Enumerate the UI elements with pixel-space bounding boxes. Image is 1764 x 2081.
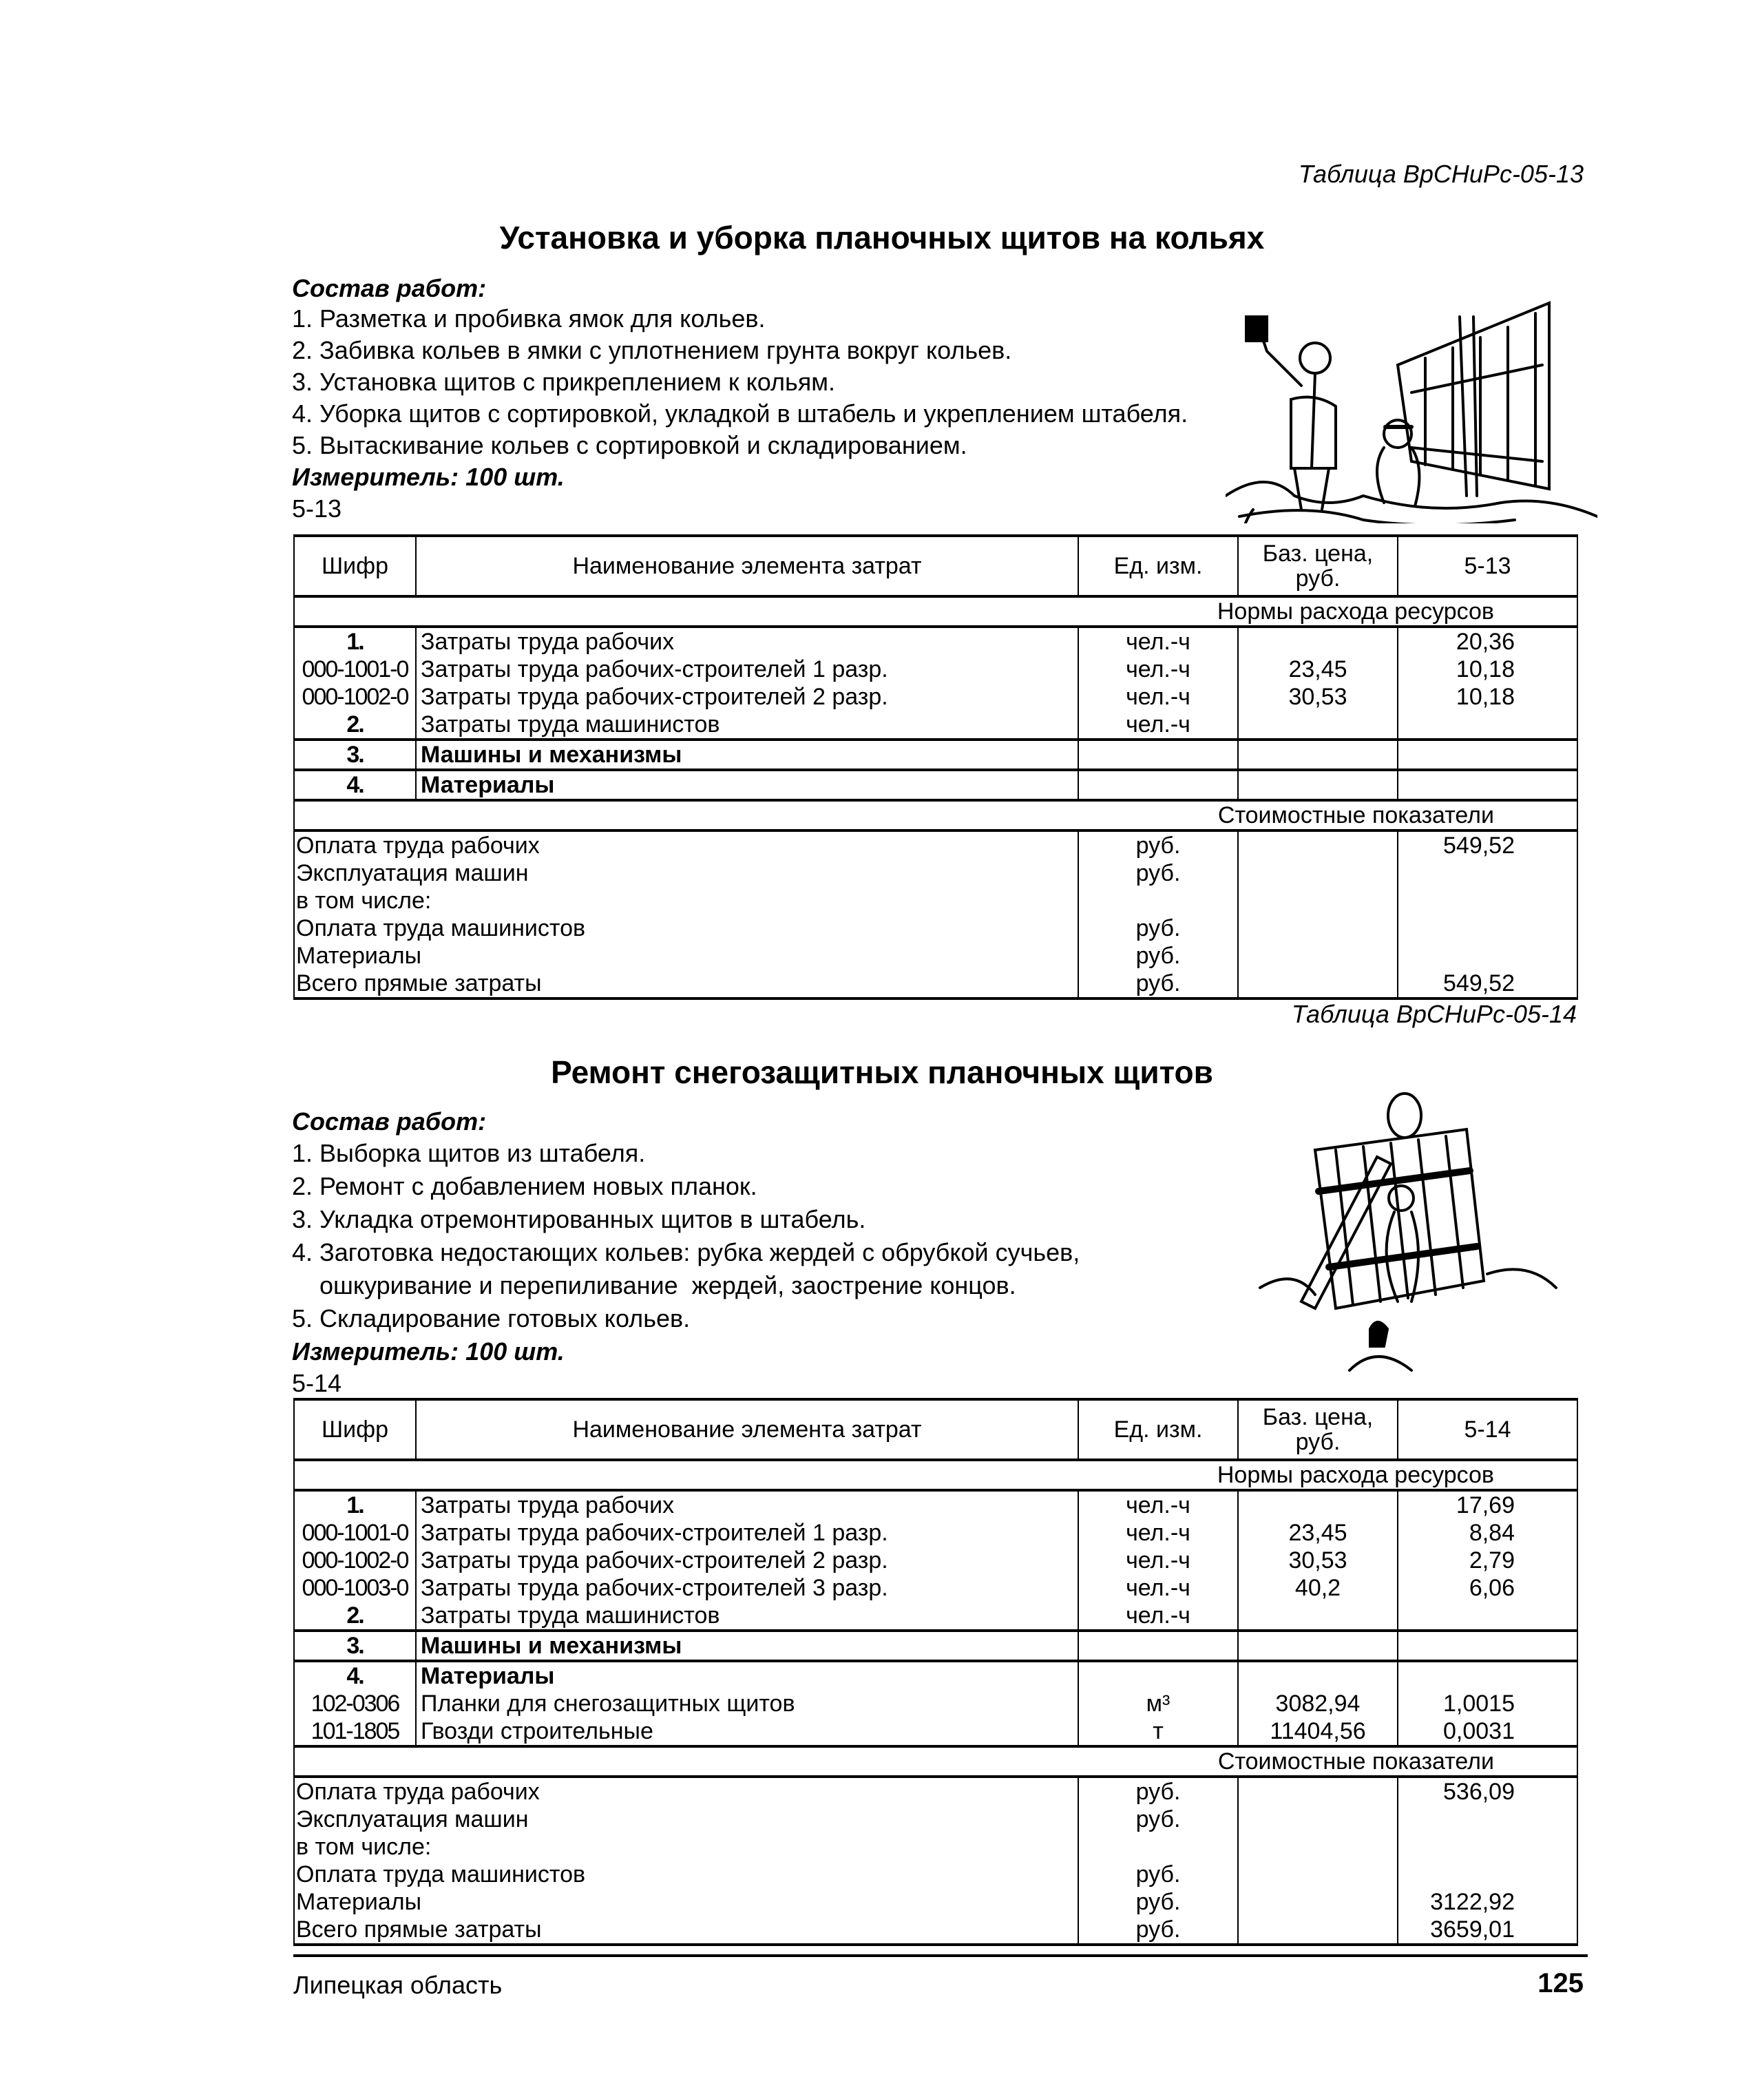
row-code: 102-0306	[294, 1690, 416, 1717]
row-code: 3.	[294, 740, 416, 770]
row-value	[1398, 740, 1577, 770]
table-reference: Таблица ВрСНиРс-05-13	[1298, 160, 1584, 188]
cost-unit	[1078, 887, 1238, 914]
cost-price	[1238, 942, 1398, 970]
cost-value	[1398, 942, 1577, 970]
work-item: 5. Вытаскивание кольев с сортировкой и складированием.	[292, 431, 967, 459]
row-unit: чел.-ч	[1078, 1602, 1238, 1631]
row-price: 40,2	[1238, 1574, 1398, 1602]
cost-price	[1238, 830, 1398, 859]
cost-name: в том числе:	[294, 1833, 1078, 1861]
row-price	[1238, 711, 1398, 740]
row-unit: чел.-ч	[1078, 1490, 1238, 1519]
cost-name: Эксплуатация машин	[294, 1806, 1078, 1833]
cost-label: Стоимостные показатели	[294, 800, 1577, 830]
composition-label: Состав работ:	[292, 1107, 487, 1136]
row-price: 3082,94	[1238, 1690, 1398, 1717]
cost-row	[294, 1888, 1577, 1916]
cost-price	[1238, 859, 1398, 887]
cost-rows	[294, 830, 1577, 998]
cost-price	[1238, 970, 1398, 998]
row-price	[1238, 770, 1398, 800]
row-code: 000-1001-0	[294, 1519, 416, 1547]
resource-row	[294, 1547, 1577, 1574]
resource-row	[294, 740, 1577, 770]
row-unit: чел.-ч	[1078, 1519, 1238, 1547]
work-item: 2. Забивка кольев в ямки с уплотнением грунта вокруг кольев.	[292, 336, 1012, 364]
row-code: 000-1002-0	[294, 683, 416, 711]
row-code: 4.	[294, 1661, 416, 1690]
cost-row	[294, 1916, 1577, 1945]
row-name: Затраты труда рабочих-строителей 2 разр.	[416, 1547, 1078, 1574]
table-code: 5-14	[292, 1369, 342, 1397]
cost-unit: руб.	[1078, 1916, 1238, 1945]
row-code: 4.	[294, 770, 416, 800]
row-value: 0,0031	[1398, 1717, 1577, 1746]
row-price	[1238, 1661, 1398, 1690]
cost-name: Эксплуатация машин	[294, 859, 1078, 887]
cost-row	[294, 1777, 1577, 1806]
row-price	[1238, 1602, 1398, 1631]
cost-name: Оплата труда рабочих	[294, 1777, 1078, 1806]
resource-row	[294, 1717, 1577, 1746]
header-price: Баз. цена, руб.	[1238, 1399, 1398, 1460]
row-name: Машины и механизмы	[416, 1631, 1078, 1661]
row-price: 11404,56	[1238, 1717, 1398, 1746]
cost-row	[294, 859, 1577, 887]
resource-row	[294, 711, 1577, 740]
cost-value	[1398, 1833, 1577, 1861]
row-price: 30,53	[1238, 1547, 1398, 1574]
row-value: 1,0015	[1443, 1691, 1515, 1717]
section-title: Ремонт снегозащитных планочных щитов	[551, 1054, 1213, 1090]
row-name: Затраты труда рабочих-строителей 3 разр.	[416, 1574, 1078, 1602]
cost-name: Всего прямые затраты	[294, 970, 1078, 998]
cost-row	[294, 942, 1577, 970]
cost-price	[1238, 887, 1398, 914]
row-name: Планки для снегозащитных щитов	[416, 1690, 1078, 1717]
norms-table-5-14	[293, 1398, 1578, 1946]
cost-unit: руб.	[1078, 1888, 1238, 1916]
row-code: 1.	[294, 1490, 416, 1519]
row-name: Затраты труда машинистов	[416, 1602, 1078, 1631]
cost-value: 549,52	[1398, 970, 1577, 998]
row-unit: чел.-ч	[1078, 1574, 1238, 1602]
row-name: Затраты труда рабочих-строителей 1 разр.	[416, 656, 1078, 683]
row-code: 000-1003-0	[294, 1574, 416, 1602]
norms-section-row	[294, 596, 1577, 627]
cost-name: Материалы	[294, 1888, 1078, 1916]
cost-price	[1238, 1916, 1398, 1945]
cost-name: Всего прямые затраты	[294, 1916, 1078, 1945]
resource-row	[294, 683, 1577, 711]
row-name: Затраты труда рабочих-строителей 1 разр.	[416, 1519, 1078, 1547]
cost-price	[1238, 914, 1398, 942]
composition-label: Состав работ:	[292, 274, 487, 302]
cost-price	[1238, 1806, 1398, 1833]
row-name: Гвозди строительные	[416, 1717, 1078, 1746]
norms-label: Нормы расхода ресурсов	[294, 1460, 1577, 1490]
resource-row	[294, 1602, 1577, 1631]
cost-value: 549,52	[1443, 833, 1515, 859]
work-item: 2. Ремонт с добавлением новых планок.	[292, 1172, 757, 1200]
cost-price	[1238, 1861, 1398, 1888]
cost-unit: руб.	[1078, 830, 1238, 859]
cost-row	[294, 1806, 1577, 1833]
work-item: ошкуривание и перепиливание жердей, заострение концов.	[292, 1271, 1016, 1299]
cost-row	[294, 970, 1577, 998]
work-item: 3. Установка щитов с прикреплением к кольям.	[292, 368, 835, 396]
section-title: Установка и уборка планочных щитов на кольях	[499, 220, 1265, 255]
cost-price	[1238, 1777, 1398, 1806]
row-unit: чел.-ч	[1078, 1547, 1238, 1574]
row-unit: м³	[1078, 1690, 1238, 1717]
row-unit	[1078, 1661, 1238, 1690]
row-price	[1238, 740, 1398, 770]
cost-name: Оплата труда рабочих	[294, 830, 1078, 859]
header-unit: Ед. изм.	[1078, 536, 1238, 596]
cost-price	[1238, 1888, 1398, 1916]
row-value	[1398, 770, 1577, 800]
cost-unit: руб.	[1078, 970, 1238, 998]
table-header-row	[294, 536, 1577, 596]
cost-value	[1398, 859, 1577, 887]
resource-row	[294, 1690, 1577, 1717]
cost-value: 3122,92	[1430, 1889, 1515, 1915]
workers-installing-fence-illustration	[1226, 289, 1597, 523]
row-unit: т	[1078, 1717, 1238, 1746]
cost-value	[1398, 1861, 1577, 1888]
row-value	[1398, 1661, 1577, 1690]
row-price	[1238, 1490, 1398, 1519]
row-value: 2,79	[1469, 1547, 1515, 1573]
cost-row	[294, 1861, 1577, 1888]
resource-row	[294, 1631, 1577, 1661]
row-value: 17,69	[1456, 1492, 1515, 1518]
cost-row	[294, 830, 1577, 859]
row-code: 000-1001-0	[294, 656, 416, 683]
row-name: Затраты труда рабочих	[416, 627, 1078, 656]
cost-name: Оплата труда машинистов	[294, 1861, 1078, 1888]
work-item: 1. Разметка и пробивка ямок для кольев.	[292, 304, 766, 333]
meter-label: Измеритель: 100 шт.	[292, 1337, 565, 1366]
cost-label: Стоимостные показатели	[294, 1746, 1577, 1777]
header-name: Наименование элемента затрат	[416, 536, 1078, 596]
header-norm-code: 5-14	[1398, 1399, 1577, 1460]
row-unit: чел.-ч	[1078, 683, 1238, 711]
row-value	[1398, 1602, 1577, 1631]
header-norm-code: 5-13	[1398, 536, 1577, 596]
cost-rows	[294, 1777, 1577, 1945]
row-value	[1398, 1631, 1577, 1661]
work-item: 4. Уборка щитов с сортировкой, укладкой в штабель и укреплением штабеля.	[292, 399, 1188, 428]
header-price: Баз. цена, руб.	[1238, 536, 1398, 596]
resource-row	[294, 627, 1577, 656]
row-unit	[1078, 770, 1238, 800]
cost-name: Оплата труда машинистов	[294, 914, 1078, 942]
resource-row	[294, 656, 1577, 683]
cost-price	[1238, 1833, 1398, 1861]
resource-row	[294, 770, 1577, 800]
page-number: 125	[1537, 1968, 1584, 1998]
work-item: 4. Заготовка недостающих кольев: рубка жердей с обрубкой сучьев,	[292, 1238, 1080, 1266]
work-item: 5. Складирование готовых кольев.	[292, 1304, 691, 1332]
table-header-row	[294, 1399, 1577, 1460]
resource-row	[294, 1519, 1577, 1547]
cost-row	[294, 1833, 1577, 1861]
cost-name: в том числе:	[294, 887, 1078, 914]
footer-divider	[293, 1954, 1588, 1957]
row-unit	[1078, 740, 1238, 770]
cost-row	[294, 887, 1577, 914]
cost-unit: руб.	[1078, 859, 1238, 887]
row-value: 6,06	[1469, 1575, 1515, 1601]
row-price: 23,45	[1238, 656, 1398, 683]
cost-row	[294, 914, 1577, 942]
header-code: Шифр	[294, 536, 416, 596]
row-code: 2.	[294, 1602, 416, 1631]
row-value: 20,36	[1456, 629, 1515, 655]
cost-section-row	[294, 1746, 1577, 1777]
norms-section-row	[294, 1460, 1577, 1490]
row-code: 1.	[294, 627, 416, 656]
row-price	[1238, 1631, 1398, 1661]
region-name: Липецкая область	[293, 1971, 503, 1999]
cost-unit: руб.	[1078, 1806, 1238, 1833]
cost-value	[1398, 1806, 1577, 1833]
resource-row	[294, 1574, 1577, 1602]
cost-unit: руб.	[1078, 942, 1238, 970]
row-unit: чел.-ч	[1078, 656, 1238, 683]
resource-row	[294, 1490, 1577, 1519]
header-unit: Ед. изм.	[1078, 1399, 1238, 1460]
row-unit: чел.-ч	[1078, 711, 1238, 740]
row-value: 10,18	[1456, 656, 1515, 682]
table-reference: Таблица ВрСНиРс-05-14	[1291, 1000, 1577, 1028]
cost-value: 536,09	[1443, 1779, 1515, 1805]
row-name: Затраты труда машинистов	[416, 711, 1078, 740]
cost-unit: руб.	[1078, 1777, 1238, 1806]
row-price: 23,45	[1238, 1519, 1398, 1547]
row-code: 3.	[294, 1631, 416, 1661]
row-name: Затраты труда рабочих	[416, 1490, 1078, 1519]
cost-unit: руб.	[1078, 1861, 1238, 1888]
work-item: 1. Выборка щитов из штабеля.	[292, 1139, 646, 1167]
resource-rows	[294, 1490, 1577, 1746]
header-code: Шифр	[294, 1399, 416, 1460]
worker-repairing-fence-illustration	[1239, 1081, 1584, 1384]
row-code: 2.	[294, 711, 416, 740]
row-code: 101-1805	[294, 1717, 416, 1746]
row-value	[1398, 711, 1577, 740]
row-price: 30,53	[1238, 683, 1398, 711]
row-name: Материалы	[416, 770, 1078, 800]
row-price	[1238, 627, 1398, 656]
resource-rows	[294, 627, 1577, 800]
row-code: 000-1002-0	[294, 1547, 416, 1574]
row-name: Затраты труда рабочих-строителей 2 разр.	[416, 683, 1078, 711]
row-unit: чел.-ч	[1078, 627, 1238, 656]
cost-value	[1398, 887, 1577, 914]
header-name: Наименование элемента затрат	[416, 1399, 1078, 1460]
row-name: Машины и механизмы	[416, 740, 1078, 770]
work-item: 3. Укладка отремонтированных щитов в штабель.	[292, 1205, 866, 1233]
row-value: 10,18	[1456, 684, 1515, 710]
cost-unit	[1078, 1833, 1238, 1861]
cost-name: Материалы	[294, 942, 1078, 970]
resource-row	[294, 1661, 1577, 1690]
cost-value: 3659,01	[1398, 1916, 1577, 1945]
cost-unit: руб.	[1078, 914, 1238, 942]
table-code: 5-13	[292, 494, 342, 523]
row-unit	[1078, 1631, 1238, 1661]
row-name: Материалы	[416, 1661, 1078, 1690]
norms-table-5-13	[293, 534, 1578, 1000]
meter-label: Измеритель: 100 шт.	[292, 463, 565, 491]
norms-label: Нормы расхода ресурсов	[294, 596, 1577, 627]
cost-value	[1398, 914, 1577, 942]
row-value: 8,84	[1469, 1520, 1515, 1546]
cost-section-row	[294, 800, 1577, 830]
